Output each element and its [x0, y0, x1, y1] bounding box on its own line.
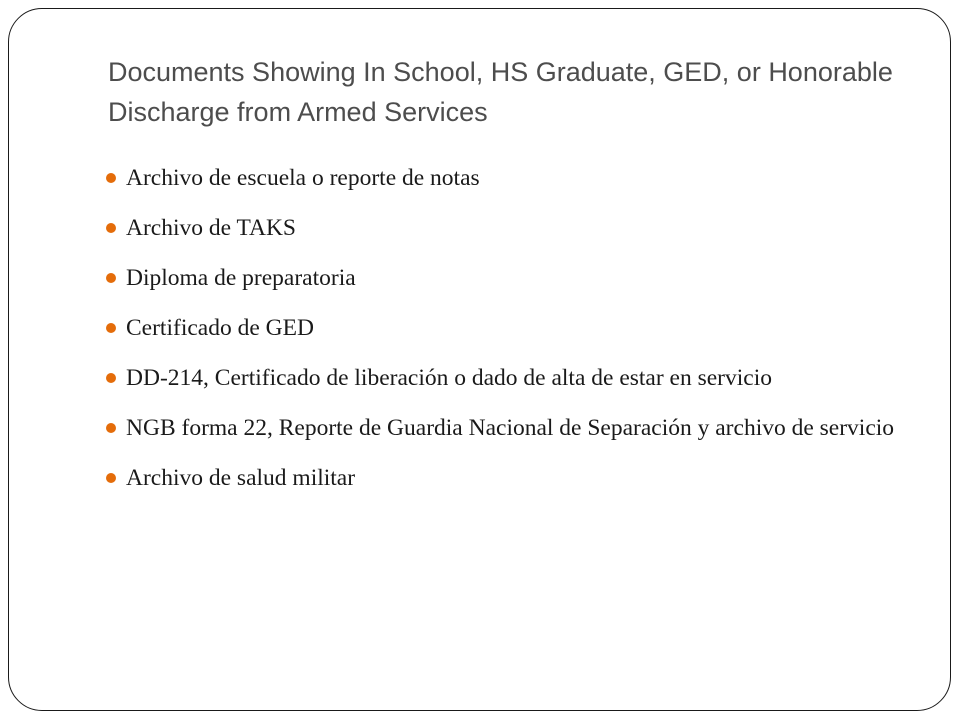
bullet-text: Archivo de salud militar: [126, 465, 356, 491]
list-item: [106, 210, 896, 246]
bullet-dot-icon: [106, 473, 116, 483]
bullet-text: Archivo de TAKS: [126, 215, 296, 241]
bullet-text: Certificado de GED: [126, 315, 314, 341]
bullet-dot-icon: [106, 423, 116, 433]
list-item: [106, 360, 896, 396]
bullet-dot-icon: [106, 273, 116, 283]
list-item: [106, 460, 896, 496]
bullet-text: Archivo de escuela o reporte de notas: [126, 165, 480, 191]
bullet-dot-icon: [106, 373, 116, 383]
slide-title: Documents Showing In School, HS Graduate, GED, or Honorable Discharge from Armed Services: [108, 57, 893, 127]
bullet-list: [106, 160, 896, 510]
list-item: [106, 410, 896, 446]
bullet-text: DD-214, Certificado de liberación o dado de alta de estar en servicio: [126, 365, 772, 391]
bullet-dot-icon: [106, 173, 116, 183]
bullet-dot-icon: [106, 323, 116, 333]
list-item: [106, 260, 896, 296]
bullet-text: NGB forma 22, Reporte de Guardia Nacional de Separación y archivo de servicio: [126, 415, 895, 441]
bullet-text: Diploma de preparatoria: [126, 265, 356, 291]
bullet-dot-icon: [106, 223, 116, 233]
list-item: [106, 310, 896, 346]
list-item: [106, 160, 896, 196]
